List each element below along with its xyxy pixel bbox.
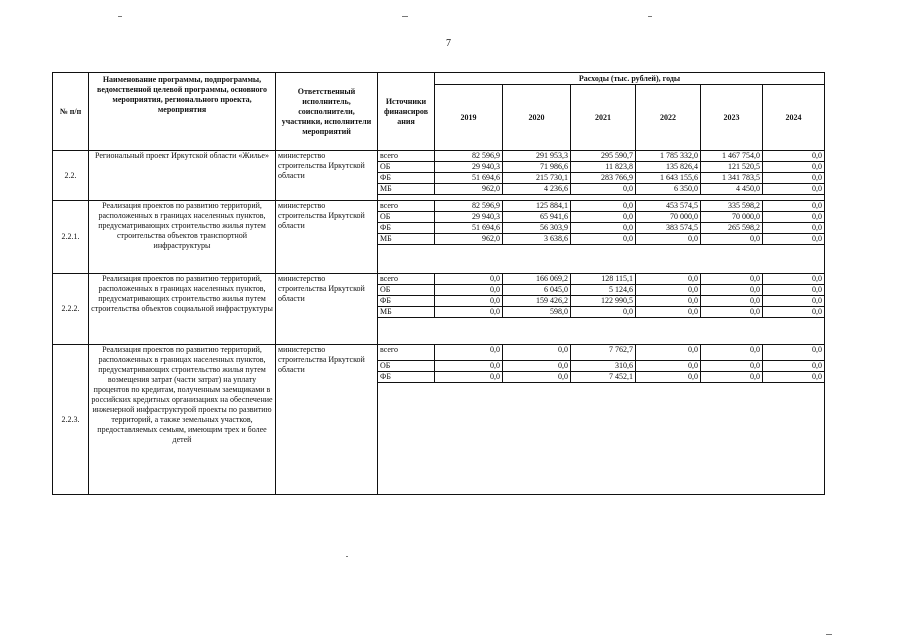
value-cell: 1 467 754,0 xyxy=(701,151,763,162)
value-cell: 0,0 xyxy=(636,285,701,296)
value-cell: 70 000,0 xyxy=(636,212,701,223)
value-cell: 3 638,6 xyxy=(503,234,571,245)
table-row xyxy=(53,151,825,162)
value-cell: 0,0 xyxy=(571,184,636,195)
value-cell: 215 730,1 xyxy=(503,173,571,184)
value-cell: 6 350,0 xyxy=(636,184,701,195)
table-row xyxy=(53,274,825,285)
responsible-executor: министерство строительства Иркутской области xyxy=(276,201,378,274)
value-cell: 0,0 xyxy=(701,361,763,372)
responsible-executor: министерство строительства Иркутской области xyxy=(276,274,378,345)
funding-source: всего xyxy=(378,274,435,285)
funding-source: всего xyxy=(378,151,435,162)
value-cell: 598,0 xyxy=(503,307,571,318)
funding-source: ОБ xyxy=(378,212,435,223)
value-cell: 0,0 xyxy=(636,296,701,307)
funding-source: МБ xyxy=(378,234,435,245)
value-cell: 0,0 xyxy=(636,307,701,318)
program-name: Региональный проект Иркутской области «Жилье» xyxy=(89,151,276,201)
value-cell: 128 115,1 xyxy=(571,274,636,285)
value-cell: 70 000,0 xyxy=(701,212,763,223)
value-cell: 159 426,2 xyxy=(503,296,571,307)
header-expenses: Расходы (тыс. рублей), годы xyxy=(435,73,825,85)
value-cell: 0,0 xyxy=(636,274,701,285)
value-cell: 0,0 xyxy=(636,372,701,383)
header-responsible: Ответственный исполнитель, соисполнители, участники, исполнители мероприятий xyxy=(276,73,378,151)
program-name: Реализация проектов по развитию территорий, расположенных в границах населенных пунктов, предусматривающих строительство жилья путем строительства объектов транспортной инфраструктуры xyxy=(89,201,276,274)
value-cell: 0,0 xyxy=(763,234,825,245)
value-cell: 0,0 xyxy=(763,361,825,372)
funding-source: ФБ xyxy=(378,296,435,307)
value-cell: 0,0 xyxy=(763,162,825,173)
value-cell: 283 766,9 xyxy=(571,173,636,184)
responsible-executor: министерство строительства Иркутской области xyxy=(276,345,378,495)
value-cell: 0,0 xyxy=(701,234,763,245)
value-cell: 0,0 xyxy=(763,274,825,285)
header-year: 2024 xyxy=(763,85,825,151)
value-cell: 962,0 xyxy=(435,234,503,245)
funding-source: МБ xyxy=(378,307,435,318)
header-year: 2019 xyxy=(435,85,503,151)
value-cell: 135 826,4 xyxy=(636,162,701,173)
value-cell: 0,0 xyxy=(571,307,636,318)
value-cell: 0,0 xyxy=(571,223,636,234)
value-cell: 4 236,6 xyxy=(503,184,571,195)
page-number: 7 xyxy=(446,38,451,49)
header-year: 2021 xyxy=(571,85,636,151)
value-cell: 1 341 783,5 xyxy=(701,173,763,184)
value-cell: 962,0 xyxy=(435,184,503,195)
value-cell: 51 694,6 xyxy=(435,223,503,234)
value-cell: 0,0 xyxy=(503,345,571,361)
value-cell: 0,0 xyxy=(701,296,763,307)
value-cell: 335 598,2 xyxy=(701,201,763,212)
value-cell: 1 643 155,6 xyxy=(636,173,701,184)
value-cell: 0,0 xyxy=(701,307,763,318)
header-source: Источники финансиров ания xyxy=(378,73,435,151)
value-cell: 11 823,8 xyxy=(571,162,636,173)
value-cell: 265 598,2 xyxy=(701,223,763,234)
value-cell: 0,0 xyxy=(435,361,503,372)
value-cell: 1 785 332,0 xyxy=(636,151,701,162)
value-cell: 122 990,5 xyxy=(571,296,636,307)
value-cell: 7 452,1 xyxy=(571,372,636,383)
value-cell: 0,0 xyxy=(763,201,825,212)
value-cell: 0,0 xyxy=(763,223,825,234)
header-year: 2020 xyxy=(503,85,571,151)
value-cell: 0,0 xyxy=(763,285,825,296)
row-number: 2.2. xyxy=(53,151,89,201)
header-year: 2023 xyxy=(701,85,763,151)
value-cell: 0,0 xyxy=(763,212,825,223)
value-cell: 0,0 xyxy=(636,361,701,372)
funding-source: ФБ xyxy=(378,372,435,383)
value-cell: 7 762,7 xyxy=(571,345,636,361)
value-cell: 51 694,6 xyxy=(435,173,503,184)
value-cell: 0,0 xyxy=(435,285,503,296)
header-year: 2022 xyxy=(636,85,701,151)
funding-source: всего xyxy=(378,345,435,361)
funding-source: ОБ xyxy=(378,361,435,372)
value-cell: 125 884,1 xyxy=(503,201,571,212)
expenses-table xyxy=(52,72,825,495)
value-cell: 0,0 xyxy=(571,201,636,212)
empty-cell xyxy=(378,245,825,274)
value-cell: 0,0 xyxy=(435,372,503,383)
funding-source: ФБ xyxy=(378,173,435,184)
table-row xyxy=(53,345,825,361)
funding-source: ОБ xyxy=(378,162,435,173)
program-name: Реализация проектов по развитию территорий, расположенных в границах населенных пунктов, предусматривающих строительство жилья путем строительства объектов социальной инфраструктуры xyxy=(89,274,276,345)
empty-cell xyxy=(378,383,825,495)
funding-source: ФБ xyxy=(378,223,435,234)
value-cell: 0,0 xyxy=(503,372,571,383)
row-number: 2.2.2. xyxy=(53,274,89,345)
value-cell: 65 941,6 xyxy=(503,212,571,223)
value-cell: 29 940,3 xyxy=(435,212,503,223)
value-cell: 4 450,0 xyxy=(701,184,763,195)
value-cell: 166 069,2 xyxy=(503,274,571,285)
value-cell: 29 940,3 xyxy=(435,162,503,173)
value-cell: 0,0 xyxy=(636,234,701,245)
value-cell: 0,0 xyxy=(571,212,636,223)
value-cell: 0,0 xyxy=(701,274,763,285)
value-cell: 56 303,9 xyxy=(503,223,571,234)
value-cell: 82 596,9 xyxy=(435,201,503,212)
value-cell: 0,0 xyxy=(435,307,503,318)
value-cell: 0,0 xyxy=(763,184,825,195)
value-cell: 0,0 xyxy=(701,372,763,383)
value-cell: 0,0 xyxy=(435,274,503,285)
value-cell: 5 124,6 xyxy=(571,285,636,296)
row-number: 2.2.1. xyxy=(53,201,89,274)
value-cell: 0,0 xyxy=(763,345,825,361)
value-cell: 383 574,5 xyxy=(636,223,701,234)
value-cell: 0,0 xyxy=(503,361,571,372)
responsible-executor: министерство строительства Иркутской области xyxy=(276,151,378,201)
value-cell: 295 590,7 xyxy=(571,151,636,162)
empty-cell xyxy=(378,318,825,345)
value-cell: 0,0 xyxy=(701,345,763,361)
value-cell: 291 953,3 xyxy=(503,151,571,162)
header-no: № п/п xyxy=(53,73,89,151)
value-cell: 0,0 xyxy=(763,151,825,162)
value-cell: 0,0 xyxy=(636,345,701,361)
funding-source: МБ xyxy=(378,184,435,195)
header-name: Наименование программы, подпрограммы, ведомственной целевой программы, основного мероприятия, регионального проекта, мероприятия xyxy=(89,73,276,151)
program-name: Реализация проектов по развитию территорий, расположенных в границах населенных пунктов, предусматривающих строительство жилья путем возмещения затрат (части затрат) на уплату процентов по кредитам, полученным заемщиками в российских кредитных организациях на обеспечение инженерной инфраструктурой проекты по развитию территорий, а также земельных участков, предоставляемых семьям, имеющим трех и более детей xyxy=(89,345,276,495)
funding-source: ОБ xyxy=(378,285,435,296)
value-cell: 82 596,9 xyxy=(435,151,503,162)
value-cell: 0,0 xyxy=(571,234,636,245)
value-cell: 0,0 xyxy=(435,345,503,361)
value-cell: 0,0 xyxy=(701,285,763,296)
funding-source: всего xyxy=(378,201,435,212)
value-cell: 310,6 xyxy=(571,361,636,372)
value-cell: 0,0 xyxy=(763,296,825,307)
value-cell: 0,0 xyxy=(763,307,825,318)
value-cell: 453 574,5 xyxy=(636,201,701,212)
value-cell: 71 986,6 xyxy=(503,162,571,173)
row-number: 2.2.3. xyxy=(53,345,89,495)
value-cell: 0,0 xyxy=(763,173,825,184)
value-cell: 0,0 xyxy=(763,372,825,383)
value-cell: 6 045,0 xyxy=(503,285,571,296)
value-cell: 0,0 xyxy=(435,296,503,307)
table-row xyxy=(53,201,825,212)
value-cell: 121 520,5 xyxy=(701,162,763,173)
